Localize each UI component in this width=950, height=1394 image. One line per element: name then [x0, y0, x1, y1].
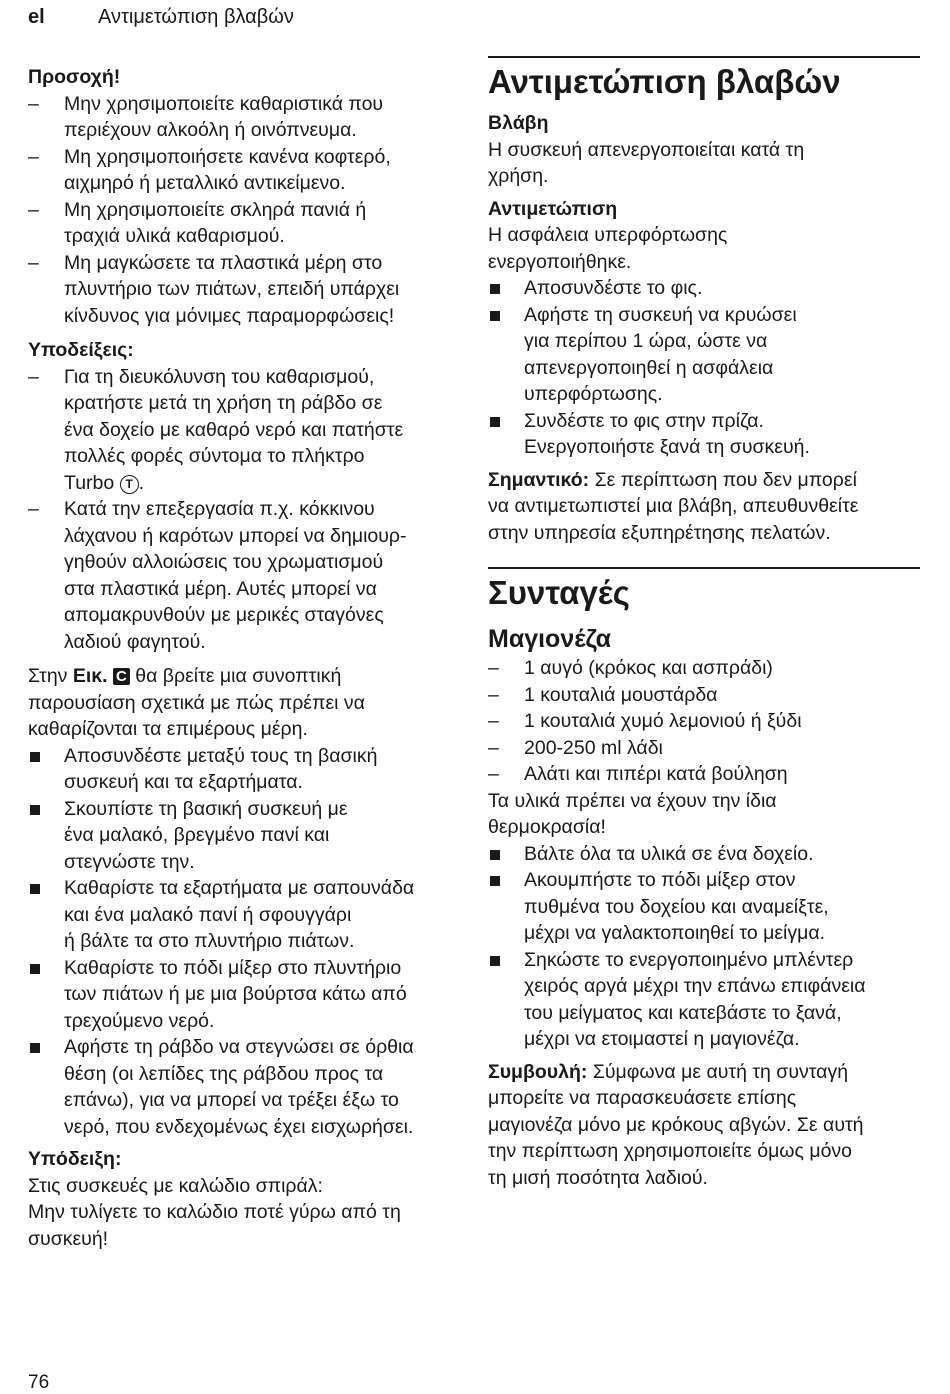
text-line: ενεργοποιήθηκε.: [488, 250, 632, 273]
text-line: Καθαρίστε τα εξαρτήματα με σαπουνάδα: [64, 877, 415, 899]
dash-marker: –: [28, 145, 39, 168]
cleaning-steps: [28, 743, 468, 1141]
text-line: γηθούν αλλοιώσεις του χρωματισμού: [64, 551, 384, 573]
tip-turbo-line: Turbo T .: [64, 471, 145, 494]
text-line: Μη μαγκώσετε τα πλαστικά μέρη στο: [64, 251, 383, 274]
fault-text: [488, 137, 920, 190]
text-line: Σηκώστε το ενεργοποιημένο μπλέντερ: [524, 948, 854, 971]
text-line: 1 κουταλιά χυμό λεμονιού ή ξύδι: [524, 710, 802, 732]
text-line: για περίπου 1 ώρα, ώστε να: [524, 330, 768, 352]
text-line: Μη χρησιμοποιήσετε κανένα κοφτερό,: [64, 145, 391, 168]
text-line: Αλάτι και πιπέρι κατά βούληση: [524, 763, 788, 785]
important-note: Σημαντικό: Σε περίπτωση που δεν μπορεί να αντιμετωπιστεί μια βλάβη, απευθυνθείτε στην υπηρεσία εξυπηρέτησης πελατών.: [488, 468, 859, 544]
dash-list-item: [28, 197, 468, 250]
turbo-button-icon: T: [120, 475, 139, 494]
text-line: πυθμένα του δοχείου και αναμείξτε,: [524, 895, 829, 918]
bullet-list-item: [28, 796, 468, 876]
recipe-tip: Συμβουλή: Σύμφωνα με αυτή τη συνταγή μπορείτε να παρασκευάσετε επίσης μαγιονέζα μόνο με κρόκους αβγών. Σε αυτή την περίπτωση χρησιμοποιείτε όμως μόνο τη μισή ποσότητα λαδιού.: [488, 1060, 864, 1189]
text-line: ένα μαλακό, βρεγμένο πανί και: [64, 824, 330, 846]
text-line: Για τη διευκόλυνση του καθαρισμού,: [64, 365, 375, 388]
text-line: Ενεργοποιήστε ξανά τη συσκευή.: [524, 436, 810, 458]
bullet-list-item: [28, 955, 468, 1035]
tip-item: [28, 364, 468, 497]
text-line: Στις συσκευές με καλώδιο σπιράλ:: [28, 1174, 323, 1197]
dash-list-item: [488, 735, 920, 762]
text-line: χρήση.: [488, 165, 549, 187]
text-line: τραχιά υλικά καθαρισμού.: [64, 225, 285, 247]
text-line: ή βάλτε τα στο πλυντήριο πιάτων.: [64, 930, 355, 952]
text-line: μαγιονέζα μόνο με κρόκους αβγών. Σε αυτή: [488, 1113, 864, 1136]
mayonnaise-steps: [488, 841, 920, 1053]
text-line: νερό, που ενδεχομένως έχει εισχωρήσει.: [64, 1115, 414, 1138]
troubleshooting-title: Αντιμετώπιση βλαβών: [488, 63, 841, 100]
dash-list-item: [488, 708, 920, 735]
text-line: του μείγματος και κατεβάστε το ξανά,: [524, 1001, 842, 1024]
bullet-list-item: [488, 867, 920, 947]
text-line: τη μισή ποσότητα λαδιού.: [488, 1166, 708, 1189]
text-line: κίνδυνος για μόνιμες παραμορφώσεις!: [64, 304, 395, 327]
bullet-list-item: [28, 875, 468, 955]
dash-marker: –: [28, 198, 39, 221]
text-line: πολλές φορές σύντομα το πλήκτρο: [64, 445, 365, 467]
text-line: Αποσυνδέστε μεταξύ τους τη βασική: [64, 744, 378, 767]
text-line: λαδιού φαγητού.: [64, 630, 206, 653]
dash-marker: –: [488, 736, 499, 759]
remedy-label: Αντιμετώπιση: [488, 197, 618, 220]
text-line: Η ασφάλεια υπερφόρτωσης: [488, 224, 728, 246]
text-line: Αποσυνδέστε το φις.: [524, 277, 703, 299]
header-title: Αντιμετώπιση βλαβών: [98, 6, 294, 28]
bullet-list-item: [488, 947, 920, 1053]
text-line: πλυντήριο των πιάτων, επειδή υπάρχει: [64, 278, 400, 300]
square-bullet-icon: [490, 956, 500, 966]
text-line: συσκευή και τα εξαρτήματα.: [64, 771, 303, 793]
text-line: την περίπτωση χρησιμοποιείτε όμως μόνο: [488, 1140, 853, 1162]
section-rule: [488, 56, 920, 58]
text-line: υπερφόρτωσης.: [524, 383, 663, 405]
text-line: παρουσίαση σχετικά με πώς πρέπει να: [28, 691, 365, 714]
text-line: Καθαρίστε το πόδι μίξερ στο πλυντήριο: [64, 956, 402, 979]
square-bullet-icon: [30, 884, 40, 894]
text-line: Μην χρησιμοποιείτε καθαριστικά που: [64, 92, 384, 115]
dash-marker: –: [488, 657, 499, 679]
text-line: Αφήστε τη συσκευή να κρυώσει: [524, 303, 797, 326]
bullet-list-item: [488, 302, 920, 408]
square-bullet-icon: [30, 964, 40, 974]
text-line: απενεργοποιηθεί η ασφάλεια: [524, 356, 774, 379]
dash-list-item: [488, 761, 920, 788]
text-line: Κατά την επεξεργασία π.χ. κόκκινου: [64, 498, 375, 520]
square-bullet-icon: [30, 805, 40, 815]
text-line: μέχρι να ετοιμαστεί η μαγιονέζα.: [524, 1028, 800, 1050]
recipes-title: Συνταγές: [488, 574, 630, 611]
bullet-list-item: [28, 743, 468, 796]
text-line: θέση (οι λεπίδες της ράβδου προς τα: [64, 1062, 384, 1085]
text-line: να αντιμετωπιστεί μια βλάβη, απευθυνθείτε: [488, 495, 859, 517]
text-line: Συνδέστε το φις στην πρίζα.: [524, 409, 764, 432]
dash-list-item: [28, 91, 468, 144]
dash-list-item: [28, 250, 468, 330]
text-line: 200-250 ml λάδι: [524, 736, 663, 759]
dash-marker: –: [28, 365, 39, 388]
note-text: [28, 1173, 468, 1253]
text-line: κρατήστε μετά τη χρήση τη ράβδο σε: [64, 392, 383, 414]
tip-item: [28, 496, 468, 655]
mayonnaise-title: Μαγιονέζα: [488, 625, 611, 653]
remedy-text: [488, 222, 920, 275]
text-line: περιέχουν αλκοόλη ή οινόπνευμα.: [64, 119, 357, 141]
text-line: Ακουμπήστε το πόδι μίξερ στον: [524, 869, 796, 891]
square-bullet-icon: [490, 417, 500, 427]
figure-reference: Στην Εικ. C θα βρείτε μια συνοπτική παρουσίαση σχετικά με πώς πρέπει να καθαρίζονται τα επιμέρους μέρη.: [28, 665, 365, 740]
text-line: 1 αυγό (κρόκος και ασπράδι): [524, 657, 773, 679]
text-line: θερμοκρασία!: [488, 816, 606, 838]
ingredient-list: [488, 655, 920, 788]
dash-marker: –: [28, 498, 39, 520]
language-code: el: [28, 6, 45, 28]
text-line: μπορείτε να παρασκευάσετε επίσης: [488, 1087, 797, 1109]
square-bullet-icon: [30, 752, 40, 762]
text-line: Μη χρησιμοποιείτε σκληρά πανιά ή: [64, 198, 367, 221]
square-bullet-icon: [490, 311, 500, 321]
caution-list: [28, 91, 468, 330]
text-line: στα πλαστικά μέρη. Αυτές μπορεί να: [64, 577, 377, 600]
text-line: Σκουπίστε τη βασική συσκευή με: [64, 797, 348, 820]
text-line: τρεχούμενο νερό.: [64, 1009, 215, 1032]
note-title: Υπόδειξη:: [28, 1148, 122, 1170]
dash-marker: –: [28, 92, 39, 115]
text-line: Η συσκευή απενεργοποιείται κατά τη: [488, 138, 805, 161]
text-line: ένα δοχείο με καθαρό νερό και πατήστε: [64, 418, 404, 441]
text-line: συσκευή!: [28, 1227, 109, 1250]
text-line: Τα υλικά πρέπει να έχουν την ίδια: [488, 789, 777, 812]
text-line: και ένα μαλακό πανί ή σφουγγάρι: [64, 903, 352, 926]
dash-list-item: [488, 655, 920, 682]
tips-title: Υποδείξεις:: [28, 339, 134, 361]
page-number: 76: [28, 1372, 50, 1393]
dash-marker: –: [488, 683, 499, 706]
text-line: μέχρι να γαλακτοποιηθεί το μείγμα.: [524, 922, 826, 944]
section-rule: [488, 567, 920, 569]
bullet-list-item: [488, 841, 920, 868]
dash-marker: –: [488, 763, 499, 785]
text-line: Μην τυλίγετε το καλώδιο ποτέ γύρω από τη: [28, 1201, 401, 1223]
page-header: [28, 6, 294, 29]
text-line: χειρός αργά μέχρι την επάνω επιφάνεια: [524, 975, 866, 997]
bullet-list-item: [488, 275, 920, 302]
text-line: καθαρίζονται τα επιμέρους μέρη.: [28, 718, 308, 740]
temperature-note: [488, 788, 920, 841]
caution-title: Προσοχή!: [28, 66, 121, 88]
text-line: των πιάτων ή με μια βούρτσα κάτω από: [64, 983, 407, 1005]
dash-list-item: [488, 682, 920, 709]
fault-label: Βλάβη: [488, 112, 549, 134]
remedy-steps: [488, 275, 920, 461]
text-line: Βάλτε όλα τα υλικά σε ένα δοχείο.: [524, 842, 814, 865]
square-bullet-icon: [490, 876, 500, 886]
text-line: στην υπηρεσία εξυπηρέτησης πελατών.: [488, 521, 831, 544]
dash-marker: –: [28, 251, 39, 274]
text-line: λάχανου ή καρότων μπορεί να δημιουρ-: [64, 524, 407, 547]
text-line: 1 κουταλιά μουστάρδα: [524, 683, 718, 706]
dash-marker: –: [488, 710, 499, 732]
text-line: στεγνώστε την.: [64, 850, 195, 873]
bullet-list-item: [488, 408, 920, 461]
figure-c-badge: C: [113, 668, 130, 685]
square-bullet-icon: [30, 1043, 40, 1053]
text-line: αιχμηρό ή μεταλλικό αντικείμενο.: [64, 172, 346, 194]
dash-list-item: [28, 144, 468, 197]
bullet-list-item: [28, 1034, 468, 1140]
text-line: Αφήστε τη ράβδο να στεγνώσει σε όρθια: [64, 1036, 414, 1058]
text-line: απομακρυνθούν με μερικές σταγόνες: [64, 604, 384, 626]
square-bullet-icon: [490, 284, 500, 294]
text-line: επάνω), για να μπορεί να τρέξει έξω το: [64, 1089, 399, 1111]
square-bullet-icon: [490, 850, 500, 860]
